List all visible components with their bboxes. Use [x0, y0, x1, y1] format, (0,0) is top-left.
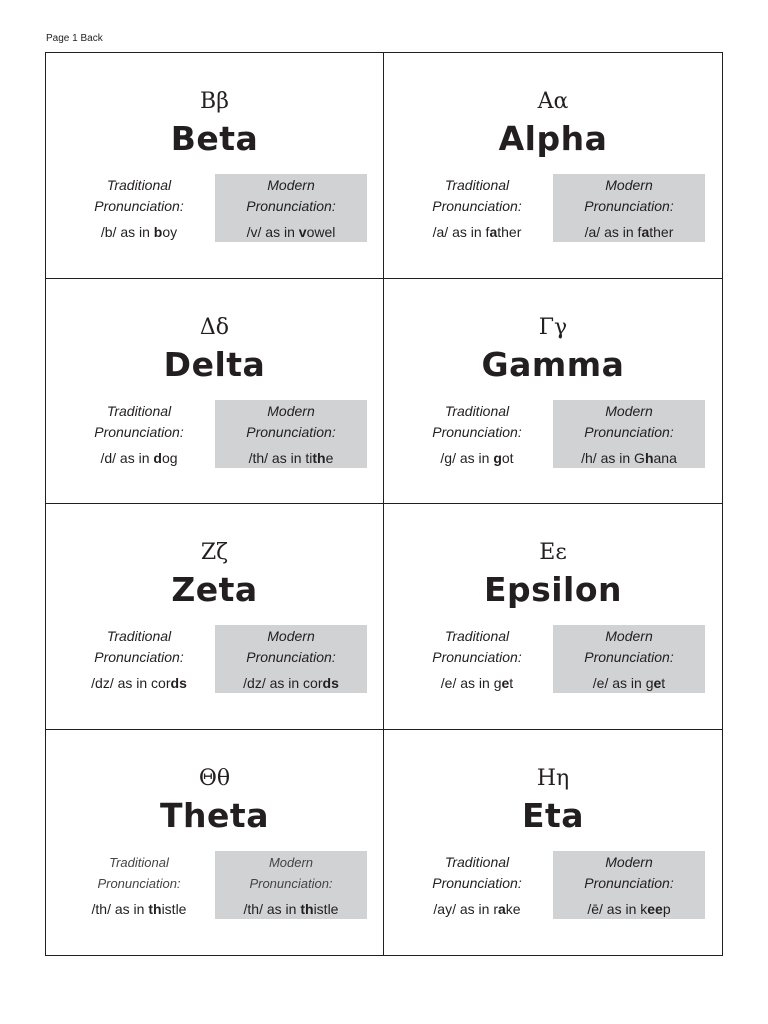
modern-label-1: Modern: [605, 402, 653, 419]
greek-letters: Θθ: [198, 765, 231, 791]
traditional-example: /b/ as in boy: [100, 224, 178, 240]
traditional-label-1: Traditional: [106, 402, 172, 419]
page-label: Page 1 Back: [46, 33, 103, 44]
modern-label-1: Modern: [267, 402, 315, 419]
greek-letters: Γγ: [538, 314, 568, 340]
traditional-example: /g/ as in got: [440, 449, 514, 466]
modern-label-2: Pronunciation:: [246, 198, 336, 214]
modern-pronunciation: [553, 851, 705, 919]
modern-example: /th/ as in thistle: [243, 900, 339, 917]
modern-pronunciation: [215, 174, 367, 242]
modern-label-1: Modern: [605, 628, 653, 644]
traditional-example: /th/ as in thistle: [91, 900, 187, 917]
modern-example: /e/ as in get: [592, 675, 666, 691]
modern-label-2: Pronunciation:: [246, 649, 336, 665]
traditional-example: /ay/ as in rake: [433, 900, 521, 917]
traditional-label-1: Traditional: [444, 628, 510, 644]
card-beta: [46, 53, 384, 279]
letter-name: Zeta: [171, 570, 258, 609]
traditional-label-1: Traditional: [106, 628, 172, 644]
modern-example: /v/ as in vowel: [246, 224, 336, 240]
card-delta: [46, 279, 384, 505]
traditional-label-1: Traditional: [106, 177, 172, 193]
traditional-label-1: Traditional: [444, 402, 510, 419]
traditional-example: /d/ as in dog: [100, 449, 178, 466]
greek-letters: Ηη: [536, 765, 570, 791]
traditional-pronunciation: [74, 625, 204, 692]
modern-example: /th/ as in tithe: [248, 449, 334, 466]
traditional-example: /a/ as in father: [432, 224, 522, 240]
modern-label-2: Pronunciation:: [584, 874, 674, 891]
traditional-pronunciation: [412, 400, 542, 467]
traditional-pronunciation: [412, 625, 542, 692]
traditional-label-2: Pronunciation:: [94, 649, 184, 665]
traditional-pronunciation: [74, 400, 204, 467]
modern-label-2: Pronunciation:: [584, 198, 674, 214]
modern-pronunciation: [553, 174, 705, 242]
traditional-label-2: Pronunciation:: [432, 649, 522, 665]
modern-example: /a/ as in father: [584, 224, 674, 240]
card-epsilon: [384, 504, 722, 730]
greek-letters: Δδ: [199, 314, 230, 340]
traditional-label-2: Pronunciation:: [97, 875, 181, 891]
modern-example: /ē/ as in keep: [587, 900, 671, 917]
letter-name: Epsilon: [483, 570, 623, 609]
modern-label-1: Modern: [268, 854, 314, 870]
letter-name: Alpha: [498, 119, 608, 158]
letter-name: Beta: [170, 119, 259, 158]
modern-label-2: Pronunciation:: [246, 423, 336, 440]
traditional-pronunciation: [412, 851, 542, 918]
traditional-label-1: Traditional: [109, 854, 169, 870]
traditional-example: /e/ as in get: [440, 675, 514, 691]
modern-example: /dz/ as in cords: [243, 675, 339, 691]
card-theta: [46, 730, 384, 956]
greek-letters: Ζζ: [200, 540, 229, 565]
greek-letters: Εε: [539, 540, 567, 565]
traditional-label-2: Pronunciation:: [432, 198, 522, 214]
modern-label-1: Modern: [267, 628, 315, 644]
modern-label-2: Pronunciation:: [584, 423, 674, 440]
modern-label-2: Pronunciation:: [249, 875, 333, 891]
traditional-label-1: Traditional: [444, 853, 510, 870]
traditional-label-1: Traditional: [444, 177, 510, 193]
letter-name: Theta: [160, 795, 269, 835]
card-eta: [384, 730, 722, 956]
letter-name: Eta: [521, 795, 585, 835]
traditional-example: /dz/ as in cords: [91, 675, 187, 691]
traditional-pronunciation: [74, 851, 204, 918]
modern-pronunciation: [553, 625, 705, 693]
modern-label-1: Modern: [605, 853, 653, 870]
modern-pronunciation: [553, 400, 705, 468]
letter-name: Gamma: [481, 344, 625, 384]
flashcard-grid: [45, 52, 723, 956]
letter-name: Delta: [163, 344, 266, 384]
traditional-label-2: Pronunciation:: [432, 874, 522, 891]
card-zeta: [46, 504, 384, 730]
greek-letters: Ββ: [200, 89, 229, 114]
traditional-pronunciation: [412, 174, 542, 241]
modern-pronunciation: [215, 400, 367, 468]
modern-pronunciation: [215, 851, 367, 919]
card-alpha: [384, 53, 722, 279]
modern-example: /h/ as in Ghana: [581, 449, 677, 466]
greek-letters: Αα: [537, 89, 569, 114]
modern-label-2: Pronunciation:: [584, 649, 674, 665]
traditional-label-2: Pronunciation:: [432, 423, 522, 440]
traditional-pronunciation: [74, 174, 204, 241]
traditional-label-2: Pronunciation:: [94, 423, 184, 440]
modern-label-1: Modern: [267, 177, 315, 193]
modern-label-1: Modern: [605, 177, 653, 193]
modern-pronunciation: [215, 625, 367, 693]
traditional-label-2: Pronunciation:: [94, 198, 184, 214]
card-gamma: [384, 279, 722, 505]
